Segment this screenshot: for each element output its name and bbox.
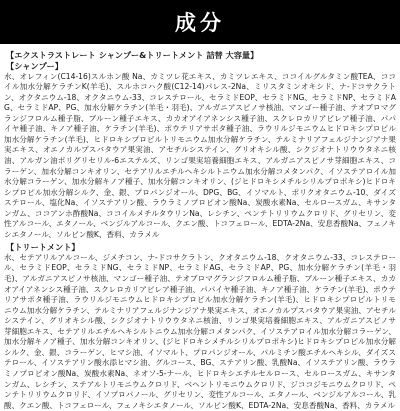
treatment-section-label: 【トリートメント】 — [6, 242, 80, 253]
shampoo-section — [4, 61, 396, 240]
product-title: 【エクストラストレート シャンプー&トリートメント 詰替 大容量】 — [6, 50, 259, 60]
shampoo-ingredients-text: 水、オレフィン(C14-16)スルホン酸 Na、カミツレ花エキス、カミツレエキス、ココイルグルタミン酸TEA、ココイル加水分解ケラチンK(羊毛)、スルホコハク酸(C12-14)パレス-2Na、ミリスタミンオキシド、ナ-ドコサクラトン、オクタニウム-18、オクタニウム-33、コレステロール、セラミドEOP、セラミドNG、セラミドNP、セラミドAG、セラミドAP、PG、加水分解ケラチン(羊毛・羽毛)、アルガニアスピノサ核油、マンゴー種子油、テオブロマグランジフロルム種子脂、ブルーン種子エキス、カカオアイアネンシス種子油、スクレロカリアビレア種子油、パパイヤ種子油、キノア種子油、ケラチン(羊毛)、ポウテリアサポタ種子油、ラウリルジモニウムヒドロキシプロピル加水分解ケラチン(羊毛)、ヒドロキシプロピルトリモニウム加水分解ケラチン、テルミナリアフェルジナンジアナ果実エキス、オエノカルプスバタウア果実油、アセチルシステイン、グリオキシル酸、シクジオナトリウウタネニ核油、アルガン油ポリグリセリル-6エステルズ、リンゴ果実培養細胞エキス、アルガニアスピノサ芽細胞エキス、コラーゲン、加水分解コンキオリン、セテアリルエチルヘキシルトニウム加水分解コメタンパク、イソステアロイル加水分解コラーゲン、加水分解キノア種子、加水分解コンキオリン、(ジヒドロキシメチルシリルプロポキシ)ヒドロキシプロピル加水分解シルク、金、銀、プロパンジオール、DPG、BG、イソマルト、ポリクオタニウム-10、ダイズステロール、塩化Na、イソステアリン酸、ラウラミノプロピオン酸Na、炭酸水素Na、セルロースガム、キサンタンガム、ココアンホ酢酸Na、ココイルメチルタウリンNa、レシチン、ペンテトリリウムクロリド、グリセリン、変性アルコール、エタノール、ベンジルアルコール、クエン酸、トコフェロール、EDTA-2Na、安息香酸Na、フェノキシエタノール、ソルビン酸K、香料、カラメル — [4, 71, 396, 239]
treatment-section — [4, 242, 396, 411]
page-header — [0, 0, 400, 44]
ingredients-content — [0, 44, 400, 411]
shampoo-section-label: 【シャンプー】 — [6, 61, 63, 71]
treatment-ingredients-text: 水、セテアリルアルコール、ジメチコン、ナ-ドコサクラトン、クオタニウム-18、クオタニウム-33、コレステロール、セラミドEOP、セラミドNG、セラミドNP、セラミドAG、セラミドAP、PG、加水分解ケラチン(羊毛・羽毛)、アルガニアスピノサ核油、マンゴー種子油、テオブロマグランジフロルム種子脂、ブルーン種子エキス、カカオアイアネンシス種子油、スクレロカリアビレア種子油、パパイヤ種子油、キノア種子油、ケラチン(羊毛)、ポウテリアサポタ種子油、ラウリルジモニウムヒドロキシプロピル加水分解ケラチン(羊毛)、ヒドロキシプロピルトリモニウム加水分解ケラチン、テルミナリアフェルジナンジアナ果実エキス、オエノカルプスバタウア果実油、アセチルシステイン、グリオキシル酸、シクジオナトリウウタネニ核油、リンゴ果実培養細胞エキス、アルガニアスピノサ芽細胞エキス、セテアリルエチルヘキシルトニウム加水分解コメタンパク、イソステアロイル加水分解コラーゲン、加水分解キノア種子、加水分解コンキオリン、(ジヒドロキシメチルシリルプロポキシ)ヒドロキシプロピル加水分解シルク、金、銀、コラーゲン、ヒマシ油、イソマルト、プロパンジオール、パルミチン酸エチルヘキシル、ダイズステロール、イソステアリン酸水添ヒマシ油、グルコース、BG、ステアリン酸、乳酸Na、イソステアリン酸、ラウラミノプロピオン酸Na、炭酸水素Na、ネオソ-5-ナール、ヒドロキシエチルセルロース、セルロースガム、キサンタンガム、レシチン、ステアルトリモニウムクロリド、ベヘントリモニウムクロリド、ジココジモニウムクロリド、ペンテトリリウムクロリド、イソプロパノール、グリセリン、変性アルコール、エタノール、ベンジルアルコール、乳酸、クエン酸、トコフェロール、フェノキシエタノール、ソルビン酸K、EDTA-2Na、安息香酸Na、香料、カラメル — [4, 252, 396, 410]
page-title: 成分 — [175, 11, 225, 35]
